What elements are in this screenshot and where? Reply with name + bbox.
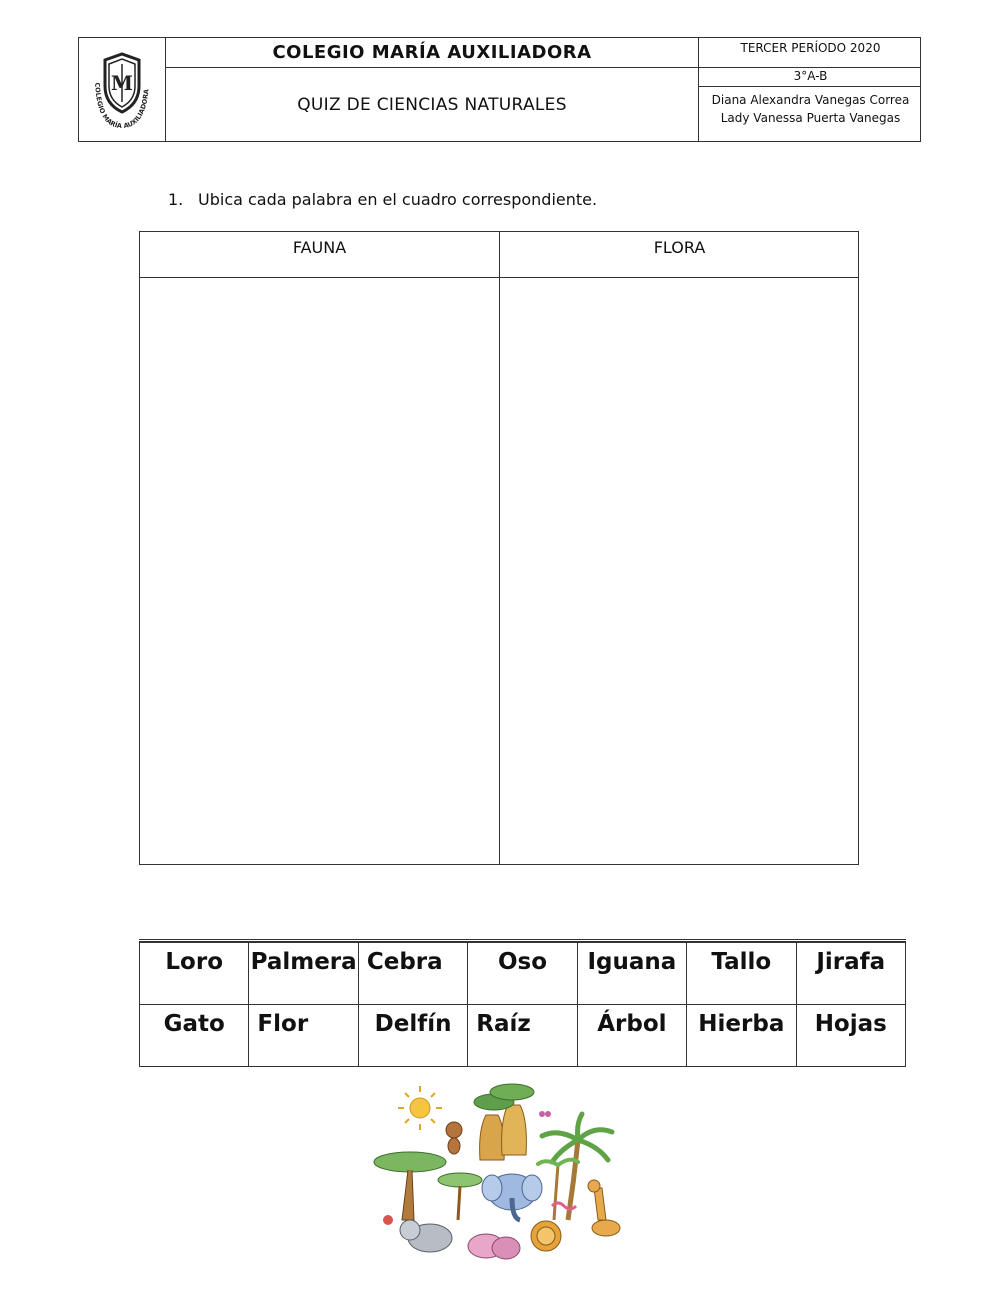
rhino-icon [400, 1220, 452, 1252]
butterfly-icon [539, 1111, 551, 1117]
word-card[interactable]: Hojas [796, 1005, 905, 1067]
instruction-number: 1. [168, 190, 184, 209]
teacher-names [699, 88, 922, 130]
teacher-1: Diana Alexandra Vanegas Correa [711, 93, 910, 107]
giraffe-icon [588, 1180, 620, 1236]
lion-icon [531, 1221, 561, 1251]
acacia-tree-icon [374, 1152, 482, 1220]
word-card[interactable]: Tallo [687, 943, 796, 1005]
grade-label: 3°A-B [793, 69, 828, 83]
nature-illustration [362, 1070, 642, 1265]
flora-drop-zone[interactable] [501, 278, 858, 864]
school-logo [85, 46, 159, 134]
bird-icon [383, 1215, 393, 1225]
word-card[interactable]: Flor [249, 1005, 358, 1067]
word-card[interactable]: Árbol [577, 1005, 686, 1067]
word-card[interactable]: Iguana [577, 943, 686, 1005]
word-card[interactable]: Hierba [687, 1005, 796, 1067]
instruction-text: Ubica cada palabra en el cuadro correspondiente. [198, 190, 598, 209]
instruction [168, 190, 597, 209]
svg-text:COLEGIO MARÍA AUXILIADORA: COLEGIO MARÍA AUXILIADORA [93, 82, 151, 131]
header-table [78, 37, 921, 142]
quiz-title: QUIZ DE CIENCIAS NATURALES [297, 95, 567, 115]
flora-heading: FLORA [653, 237, 706, 257]
column-divider [499, 232, 500, 864]
period-label: TERCER PERÍODO 2020 [740, 41, 881, 55]
word-card[interactable]: Gato [140, 1005, 249, 1067]
baobab-tree-icon [474, 1084, 534, 1160]
header-divider [698, 86, 920, 87]
monkey-icon [446, 1122, 462, 1154]
word-card[interactable]: Loro [140, 943, 249, 1005]
svg-text:M: M [110, 71, 134, 95]
word-card[interactable]: Jirafa [796, 943, 905, 1005]
teacher-2: Lady Vanessa Puerta Vanegas [720, 111, 901, 125]
word-card[interactable]: Cebra [358, 943, 467, 1005]
word-bank-row [140, 943, 906, 1005]
word-bank [139, 939, 906, 1051]
word-card[interactable]: Delfín [358, 1005, 467, 1067]
fauna-heading: FAUNA [292, 237, 347, 257]
word-card[interactable]: Palmera [249, 943, 358, 1005]
sun-icon [398, 1086, 442, 1130]
school-name: COLEGIO MARÍA AUXILIADORA [272, 42, 592, 63]
hippo-icon [468, 1234, 520, 1259]
word-card[interactable]: Oso [468, 943, 577, 1005]
fauna-drop-zone[interactable] [140, 278, 498, 864]
sort-table [139, 231, 859, 865]
word-card[interactable]: Raíz [468, 1005, 577, 1067]
word-bank-row [140, 1005, 906, 1067]
elephant-icon [482, 1174, 542, 1220]
